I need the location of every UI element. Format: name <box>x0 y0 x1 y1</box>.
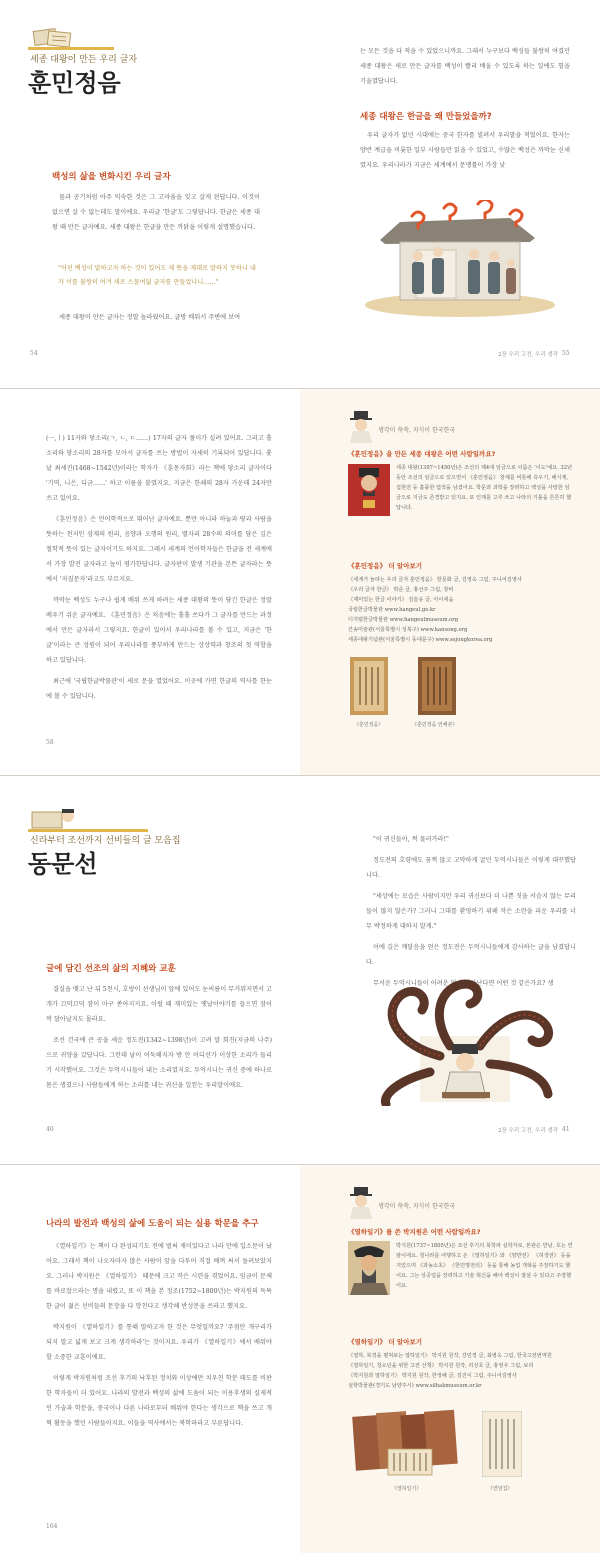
page-number: 58 <box>46 739 54 746</box>
paragraph: 《열하일기》는 책이 다 완성되기도 전에 벌써 재미있다고 나라 안에 입소문이 났어요. 그래서 책이 나오자마자 많은 사람이 앞을 다투어 직접 베껴 써서 돌려보았지요. 그러나 박지원은 《열하일기》 때문에 크고 작은 시련을 겪었어요. 임금이 문체를 바로잡으라는 명을 내렸고, 또 이 책을 본 정조(1752~1800년)는 박지원의 독특한 글이 젊은 선비들의 문장을 다 망친다고 생각해 반성문을 쓰라고 했지요. <box>46 1243 272 1310</box>
image-caption: 《훈민정음》 <box>354 722 384 728</box>
image-caption: 《열하일기》 <box>392 1486 422 1492</box>
yeolhailgi-books-image <box>348 1405 468 1477</box>
body-text <box>52 190 260 241</box>
book-list-item: 국립한글박물관 www.hangeul.go.kr <box>348 607 436 613</box>
paragraph: "세상에는 모습은 사람이지만 우리 귀신보다 더 나쁜 짓을 서슴지 않는 무리들이 많지 않은가? 그러니 그대를 환영하기 위해 작은 소란을 피운 우리를 너무 박정하게 대하지 말게." <box>366 893 576 930</box>
paragraph: "이 귀신들아, 썩 물러가라!" <box>373 836 449 843</box>
page-58 <box>0 389 300 775</box>
paragraph: 조선 건국에 큰 공을 세운 정도전(1342~1398년)이 고려 말 회진(지금의 나주)으로 귀양을 갔답니다. 그런데 날이 어둑해지자 방 안 어디선가 이상한 소리가 들리기 시작했어요. 그것은 두억시니들이 내는 소리였지요. 두억시니는 귀신 중에 하나로 몸은 생겼으나 사람들에게 하는 소리를 내는 귀신을 일컫는 우리말이에요. <box>46 1037 272 1089</box>
books-icon <box>30 26 76 48</box>
book-list-item: 《열하일기, 청소년을 위한 고전 산책》 박지원 원작, 리상호 글, 홍영우 그림, 보리 <box>348 1363 534 1369</box>
body-text <box>46 1239 272 1437</box>
section-title: 나라의 발전과 백성의 삶에 도움이 되는 실용 학문을 추구 <box>46 1219 259 1229</box>
section-title: 세종 대왕은 한글을 왜 만들었을까? <box>360 112 492 122</box>
image-caption: 《훈민정음 언해본》 <box>412 722 458 728</box>
paragraph: 무서운 두억시니들이 어려운 앞에 나타난다면 어떤 것 같은가요? 생 <box>373 980 554 987</box>
paragraph: 《훈민정음》은 언어학적으로 뛰어난 글자예요. 뿐만 아니라 하늘과 땅과 사람을 뜻하는 천지인 삼재의 원리, 음양과 오행의 원리, 별자리 28수의 의미를 담은 깊은 철학적 뜻이 있는 글자이기도 하지요. 그래서 세계의 언어학자들은 한글을 전 세계에서 가장 발전 글자라고 높이 평가한답니다. 글자판이 발생 기관을 본뜬 글자라는 뜻에서 '자질문자'라고도 부르지요. <box>46 516 272 583</box>
box-text: 세종 대왕(1397~1450년)은 조선의 제4대 임금으로 이름은 '이도'예요. 32년 동안 조선의 임금으로 있으면서 《훈민정음》 창제를 비롯해 측우기, 해시계, 집현전 등 훌륭한 업적을 남겼어요. 학문과 과학을 장려하고 백성을 사랑한 임금으로 지금도 존경받고 있지요. 또 인재를 고루 쓰고 나라의 기틀을 튼튼히 했답니다. <box>396 465 572 511</box>
chapter-title: 훈민정음 <box>28 69 121 97</box>
body-text <box>366 832 576 997</box>
body-text <box>46 431 272 710</box>
spread-hunminjeongeum-2 <box>0 389 600 775</box>
book-list-item: 실학박물관(경기도 남양주시) www.silhakmuseum.or.kr <box>348 1383 482 1389</box>
hunminjeongeum-book-image <box>350 657 388 715</box>
body-text-end <box>52 310 260 331</box>
paragraph: 이렇게 박지원처럼 조선 후기의 낙후된 정치와 이상에만 치우친 학문 태도를 비판한 학자들이 더 있어요. 나라의 발전과 백성의 삶에 도움이 되는 이용후생의 실제적인 가술과 학문을, 중국이나 다른 나라로부터 배워야 한다는 생각으로 책을 쓰고 개혁 활동을 했던 사람들이지요. 이들을 역사에서는 북학파라고 부른답니다. <box>46 1375 272 1427</box>
page-40 <box>0 776 300 1164</box>
section-title: 백성의 삶을 변화시킨 우리 글자 <box>52 172 171 182</box>
page-54 <box>0 0 300 388</box>
box-tag: 생각이 쑥쑥, 지식이 한국한국 <box>378 1203 456 1210</box>
scholar-mascot-icon <box>346 409 376 443</box>
page-number: 54 <box>30 350 38 357</box>
section-title: 글에 담긴 선조의 삶의 지혜와 교훈 <box>46 964 176 974</box>
page-number: 40 <box>46 1126 54 1133</box>
scroll-icon <box>30 806 76 830</box>
info-box-page <box>300 1165 600 1553</box>
running-head: 2장 우리 고전, 우리 생각 <box>498 352 559 358</box>
book-list-item: 세종대왕기념관(서울특별시 동대문구) www.sejongkorea.org <box>348 637 493 643</box>
book-list-item: 《재미있는 한글 이야기》 김슬옹 글, 아이세움 <box>348 597 454 603</box>
paragraph: 박지원이 《열하일기》를 통해 말하고자 한 것은 무엇일까요? '주점안 개구리가 되지 말고 넓게 보고 크게 생각하라'는 것이지요. 우리가 《열하일기》에서 배워야 할 소중한 교훈이에요. <box>46 1324 272 1361</box>
paragraph: 결실을 맺고 난 뒤 5천시, 호랑이 선생님이 앞에 있어도 눈씨름이 무거워지면서 고개가 끄덕끄덕 잠이 마구 쏟아지지요. 이럴 때 재미있는 옛날이야기를 들으면 잠이 싹 달아날지도 몰라요. <box>46 986 272 1023</box>
spread-dongmunseon <box>0 776 600 1164</box>
paragraph: 최근에 '국립한글박물관'이 새로 문을 열었어요. 이곳에 가면 한글의 역사를 한눈에 볼 수 있답니다. <box>46 678 272 700</box>
book-list-item: 《박지원과 열하일기》 박지원 원작, 한정혜 글, 김진이 그림, 주니어김영사 <box>348 1373 517 1379</box>
paragraph: 정도전의 호령에도 꿈쩍 않고 고약하게 굴던 두억시니들은 이렇게 대꾸했답니다. <box>366 857 576 879</box>
box-title: 《열하일기》를 쓴 박지원은 어떤 사람일까요? <box>348 1228 481 1236</box>
book-list-item: 디지털한글박물관 www.hangeulmuseum.org <box>348 617 459 623</box>
paragraph: 세종 대왕이 만든 글자는 정말 놀라웠어요. 글방 배워서 주변에 보여 <box>59 314 241 321</box>
paragraph: 이에 깊은 깨달음을 얻은 정도전은 두억시니들에게 감사하는 글을 남겼답니다. <box>366 944 576 966</box>
page-41 <box>300 776 600 1164</box>
book-list-item: 《열하, 북경을 펼쳐보는 열하일기》 박지원 원작, 강민경 글, 최병옥 그림, 한국고전번역원 <box>348 1353 552 1359</box>
body-text <box>46 982 272 1099</box>
box-title: 《열하일기》 더 알아보기 <box>348 1338 423 1346</box>
page-164 <box>0 1165 300 1553</box>
page-number: 41 <box>562 1126 570 1133</box>
paragraph: 는 모든 것을 다 적을 수 있었으니까요. 그래서 누구보다 백성들 불쌍히 여겼던 세종 대왕은 새로 만든 글자를 백성이 빨리 배울 수 있도록 하는 일에도 힘을 기울였답니다. <box>360 48 570 85</box>
eonhaebon-book-image <box>418 657 456 715</box>
chapter-bar <box>28 47 114 50</box>
yeonamjip-book-image <box>482 1411 522 1477</box>
paragraph: 물과 공기처럼 아주 익숙한 것은 그 고마움을 잊고 살게 된답니다. 이것이 없으면 살 수 없는데도 말이에요. 우리글 '한글'도 그렇답니다. 한글은 세종 대왕 때 만든 글자예요. 세종 대왕은 한글을 만든 까닭을 이렇게 설명했습니다. <box>52 194 260 231</box>
scholar-mascot-icon <box>346 1185 376 1219</box>
running-head: 2장 우리 고전, 우리 생각 <box>498 1128 559 1134</box>
bak-jiwon-portrait <box>348 1241 390 1295</box>
image-caption: 《연암집》 <box>488 1486 513 1492</box>
box-title: 《훈민정음》 더 알아보기 <box>348 562 423 570</box>
book-list-item: 간송미술관(서울특별시 성북구) www.kansong.org <box>348 627 468 633</box>
spread-yeolhailgi <box>0 1165 600 1553</box>
paragraph: 우리 글자가 없던 시대에는 중국 한자를 빌려서 우리말을 적었어요. 한자는 양반 계급을 비롯한 일부 사람들만 읽을 수 있었고, 수많은 백성은 까막눈 신세였지요. 우리나라가 지금은 세계에서 문맹률이 가장 낮 <box>360 132 570 169</box>
ghosts-illustration <box>370 976 560 1106</box>
book-list <box>348 1351 574 1391</box>
chapter-title: 동문선 <box>28 850 98 878</box>
page-number: 164 <box>46 1523 58 1530</box>
spread-hunminjeongeum <box>0 0 600 388</box>
king-sejong-portrait <box>348 464 390 516</box>
chapter-subtitle: 신라부터 조선까지 선비들의 글 모음집 <box>30 836 181 846</box>
box-tag: 생각이 쑥쑥, 지식이 한국한국 <box>378 427 456 434</box>
quote-text: "어린 백성이 말하고자 하는 것이 있어도 제 뜻을 제대로 말하지 못하니 내가 이를 불쌍히 여겨 새로 스물여덟 글자를 만들었나니……" <box>58 265 256 286</box>
box-title: 《훈민정음》을 만든 세종 대왕은 어떤 사람일까요? <box>348 450 496 458</box>
page-55 <box>300 0 600 388</box>
body-text <box>360 128 570 179</box>
scholars-illustration <box>360 200 560 320</box>
book-list <box>348 575 574 645</box>
book-list-item: 《우리 글자 한글》 박준 글, 홍선주 그림, 창비 <box>348 587 454 593</box>
body-text <box>360 44 570 95</box>
book-list-item: 《세계가 놀라는 우리 글자 훈민정음》 한문화 글, 김영옥 그림, 주니어김영사 <box>348 577 522 583</box>
paragraph: (ㅡ,ㅣ) 11자와 닿소리(ㄱ, ㄴ, ㄷ……) 17자의 글자 풀이가 실려 있어요. 그리고 홀소리와 닿소리의 28자를 모아서 글자를 쓰는 방법이 자세히 기록되어 있답니다. 훗날 최세진(1468~1542년)이라는 학자가 《훈몽자회》라는 책에 닿소리 글자이다 '기역, 니은, 디귿……' 하고 이름을 붙였지요. 지금은 한쇄의 28자 가운데 24자만 쓰고 있어요. <box>46 435 272 502</box>
page-number: 55 <box>562 350 570 357</box>
chapter-bar <box>28 829 148 832</box>
paragraph: 까막눈 백성도 누구나 쉽게 배워 쓰게 하려는 세종 대왕의 뜻이 담긴 한글은 정말 배우기 쉬운 글자예요. 《훈민정음》은 처음에는 홀홀 쓰다가 그 글자를 만드는 과정에서 만든 글자라서 그렇지요. 한글이 있어서 우리나라를 볼 수 있고, 지금은 '한글'이라는 큰 성원이 되어 우리나라를 풍부하게 만드는 상상력과 창조의 첫 역할을 하고 있답니다. <box>46 597 272 664</box>
box-text: 박지원(1737~1805년)은 조선 후기의 북학파 실학자로, 본관은 반남, 호는 연암이에요. 청나라를 여행하고 온 《열하일기》와 《양반전》 《허생전》 등을 지었으며 《과농소초》 《한민명전의》 등을 통해 농업 개혁을 주장하기도 했어요. 그는 상공업을 장려하고 기술 혁신을 해야 백성이 잘살 수 있다고 주장했어요. <box>396 1243 573 1289</box>
chapter-subtitle: 세종 대왕이 만든 우리 글자 <box>30 55 138 65</box>
info-box-page <box>300 389 600 775</box>
